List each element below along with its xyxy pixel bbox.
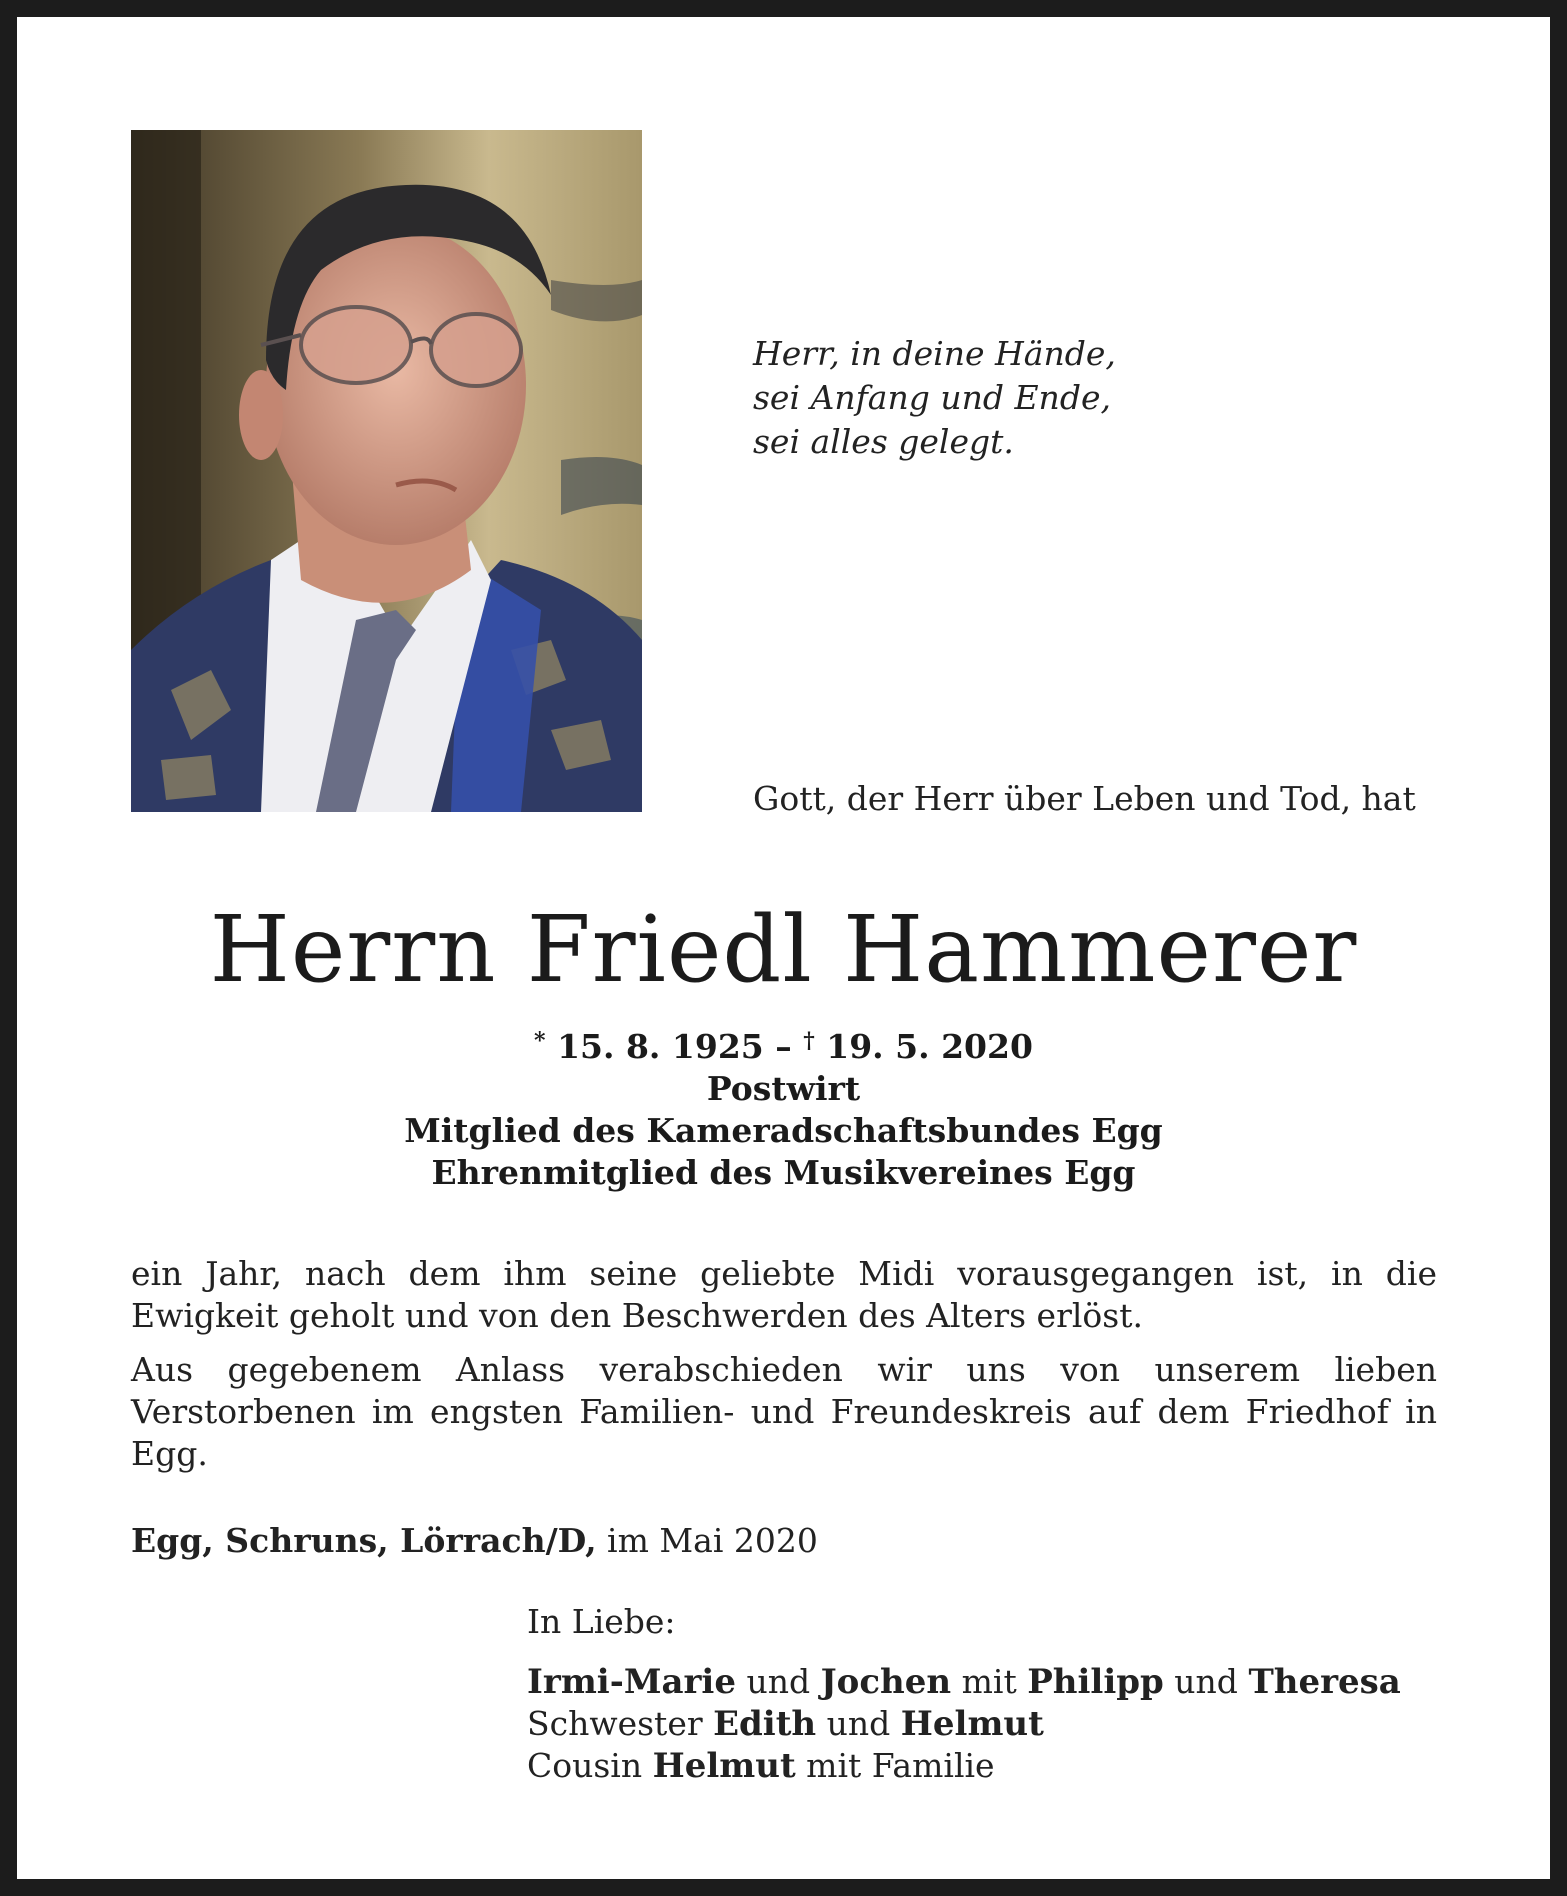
places: Egg, Schruns, Lörrach/D, <box>131 1521 597 1560</box>
paragraph: Aus gegebenem Anlass verabschieden wir uns von unserem lieben Verstorbenen im engsten Familien- und Freundeskreis auf dem Friedhof in Egg. <box>131 1350 1437 1473</box>
notice-date: im Mai 2020 <box>596 1521 818 1560</box>
connector: und <box>1163 1662 1249 1701</box>
connector: mit <box>951 1662 1028 1701</box>
connector: und <box>735 1662 821 1701</box>
paragraph: ein Jahr, nach dem ihm seine geliebte Midi vorausgegangen ist, in die Ewigkeit geholt und von den Beschwerden des Alters erlöst. <box>131 1254 1437 1335</box>
death-date: 19. 5. 2020 <box>826 1027 1033 1066</box>
intro-line: Gott, der Herr über Leben und Tod, hat <box>753 779 1416 818</box>
deceased-name: Herrn Friedl Hammerer <box>209 896 1358 1003</box>
mourners-heading: In Liebe: <box>527 1602 676 1641</box>
mourner-name: Helmut <box>900 1704 1044 1744</box>
mourner-line <box>527 1661 1401 1703</box>
portrait-illustration <box>131 130 642 812</box>
connector: und <box>816 1704 901 1743</box>
mourner-line <box>527 1745 1401 1787</box>
mourner-line <box>527 1703 1401 1745</box>
verse-line: Herr, in deine Hände, <box>753 334 1116 373</box>
life-dates <box>0 1020 1567 1068</box>
death-symbol: † <box>803 1028 815 1054</box>
title-membership: Mitglied des Kameradschaftsbundes Egg <box>404 1111 1163 1150</box>
mourner-name: Theresa <box>1248 1662 1401 1702</box>
verse-line: sei alles gelegt. <box>753 422 1014 461</box>
relation: Schwester <box>527 1704 714 1743</box>
verse-line: sei Anfang und Ende, <box>753 378 1111 417</box>
bible-verse <box>753 332 1116 464</box>
obituary-text <box>131 1253 1437 1487</box>
title-honorary: Ehrenmitglied des Musikvereines Egg <box>431 1153 1136 1192</box>
relation: Cousin <box>527 1746 653 1785</box>
mourner-name: Irmi-Marie <box>527 1662 736 1702</box>
mourner-name: Philipp <box>1027 1662 1164 1702</box>
mourner-name: Edith <box>713 1704 817 1744</box>
connector: mit Familie <box>795 1746 995 1785</box>
mourner-name: Jochen <box>820 1662 952 1702</box>
place-date <box>131 1519 818 1563</box>
birth-symbol: * <box>534 1028 546 1054</box>
title-occupation: Postwirt <box>706 1069 861 1108</box>
portrait-photo <box>131 130 642 812</box>
mourners <box>527 1601 1401 1787</box>
date-dash: – <box>763 1027 804 1066</box>
life-facts <box>0 1020 1567 1194</box>
mourner-name: Helmut <box>652 1746 796 1786</box>
birth-date: 15. 8. 1925 <box>557 1027 764 1066</box>
